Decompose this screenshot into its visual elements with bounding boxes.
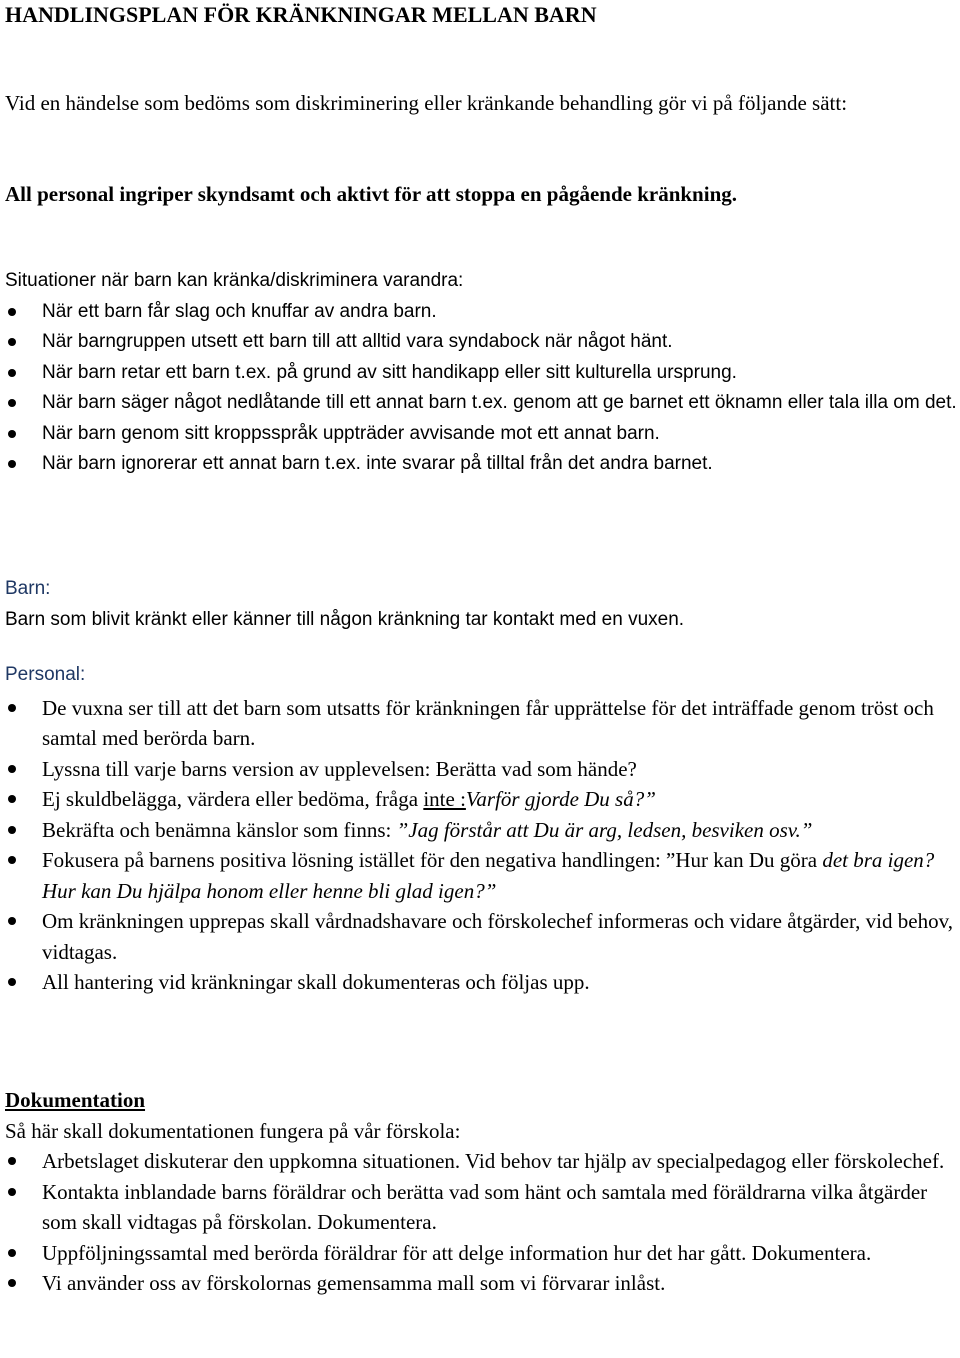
bullet-icon [8,1157,16,1165]
dokumentation-list [5,1146,957,1299]
document-title: HANDLINGSPLAN FÖR KRÄNKNINGAR MELLAN BARN [5,2,597,27]
barn-section [5,574,957,635]
bullet-icon [8,826,16,834]
list-item: Lyssna till varje barns version av upplevelsen: Berätta vad som hände? [5,754,957,785]
personal-heading: Personal: [5,664,86,685]
list-item: När barn genom sitt kroppsspråk uppträder avvisande mot ett annat barn. [5,419,957,450]
bullet-icon [8,1188,16,1196]
bullet-icon [8,369,16,377]
dokumentation-heading: Dokumentation [5,1088,146,1112]
bullet-icon [8,430,16,438]
barn-text: Barn som blivit kränkt eller känner till någon kränkning tar kontakt med en vuxen. [5,608,685,630]
bullet-icon [8,856,16,864]
list-item: När ett barn får slag och knuffar av andra barn. [5,297,957,328]
bullet-icon [8,1279,16,1287]
list-item: Bekräfta och benämna känslor som finns: ”Jag förstår att Du är arg, ledsen, besviken osv.” [5,815,957,846]
bullet-icon [8,978,16,986]
situations-section [5,266,957,480]
personal-section [5,660,957,998]
situations-heading: Situationer när barn kan kränka/diskriminera varandra: [5,270,464,291]
list-item: Om kränkningen upprepas skall vårdnadshavare och förskolechef informeras och vidare åtgärder, vid behov, vidtagas. [5,906,957,967]
list-item: Arbetslaget diskuterar den uppkomna situationen. Vid behov tar hjälp av specialpedagog eller förskolechef. [5,1146,957,1177]
bullet-icon [8,765,16,773]
bullet-icon [8,795,16,803]
list-item: Kontakta inblandade barns föräldrar och berätta vad som hänt och samtala med föräldrarna vilka åtgärder som skall vidtagas på förskolan. Dokumentera. [5,1177,957,1238]
bullet-icon [8,308,16,316]
list-item: Vi använder oss av förskolornas gemensamma mall som vi förvarar inlåst. [5,1268,957,1299]
intro-bold-paragraph: All personal ingriper skyndsamt och aktivt för att stoppa en pågående kränkning. [5,182,737,206]
dokumentation-intro: Så här skall dokumentationen fungera på vår förskola: [5,1118,461,1143]
bullet-icon [8,917,16,925]
list-item: När barn ignorerar ett annat barn t.ex. inte svarar på tilltal från det andra barnet. [5,449,957,480]
dokumentation-section [5,1085,957,1299]
list-item: All hantering vid kränkningar skall dokumenteras och följas upp. [5,967,957,998]
situations-list [5,297,957,480]
bullet-icon [8,704,16,712]
list-item: När barn retar ett barn t.ex. på grund av sitt handikapp eller sitt kulturella ursprung. [5,358,957,389]
bullet-icon [8,460,16,468]
bullet-icon [8,338,16,346]
barn-heading: Barn: [5,578,51,599]
personal-list [5,693,957,998]
list-item: När barn säger något nedlåtande till ett annat barn t.ex. genom att ge barnet ett öknamn eller tala illa om det. [5,388,957,419]
list-item: Fokusera på barnens positiva lösning istället för den negativa handlingen: ”Hur kan Du göra det bra igen? Hur kan Du hjälpa honom eller henne bli glad igen?” [5,845,957,906]
bullet-icon [8,1249,16,1257]
list-item: Ej skuldbelägga, värdera eller bedöma, fråga inte :Varför gjorde Du så?” [5,784,957,815]
list-item: Uppföljningssamtal med berörda föräldrar för att delge information hur det har gått. Dokumentera. [5,1238,957,1269]
intro-paragraph: Vid en händelse som bedöms som diskriminering eller kränkande behandling gör vi på följande sätt: [5,91,848,115]
list-item: När barngruppen utsett ett barn till att alltid vara syndabock när något hänt. [5,327,957,358]
bullet-icon [8,399,16,407]
list-item: De vuxna ser till att det barn som utsatts för kränkningen får upprättelse för det inträffade genom tröst och samtal med berörda barn. [5,693,957,754]
